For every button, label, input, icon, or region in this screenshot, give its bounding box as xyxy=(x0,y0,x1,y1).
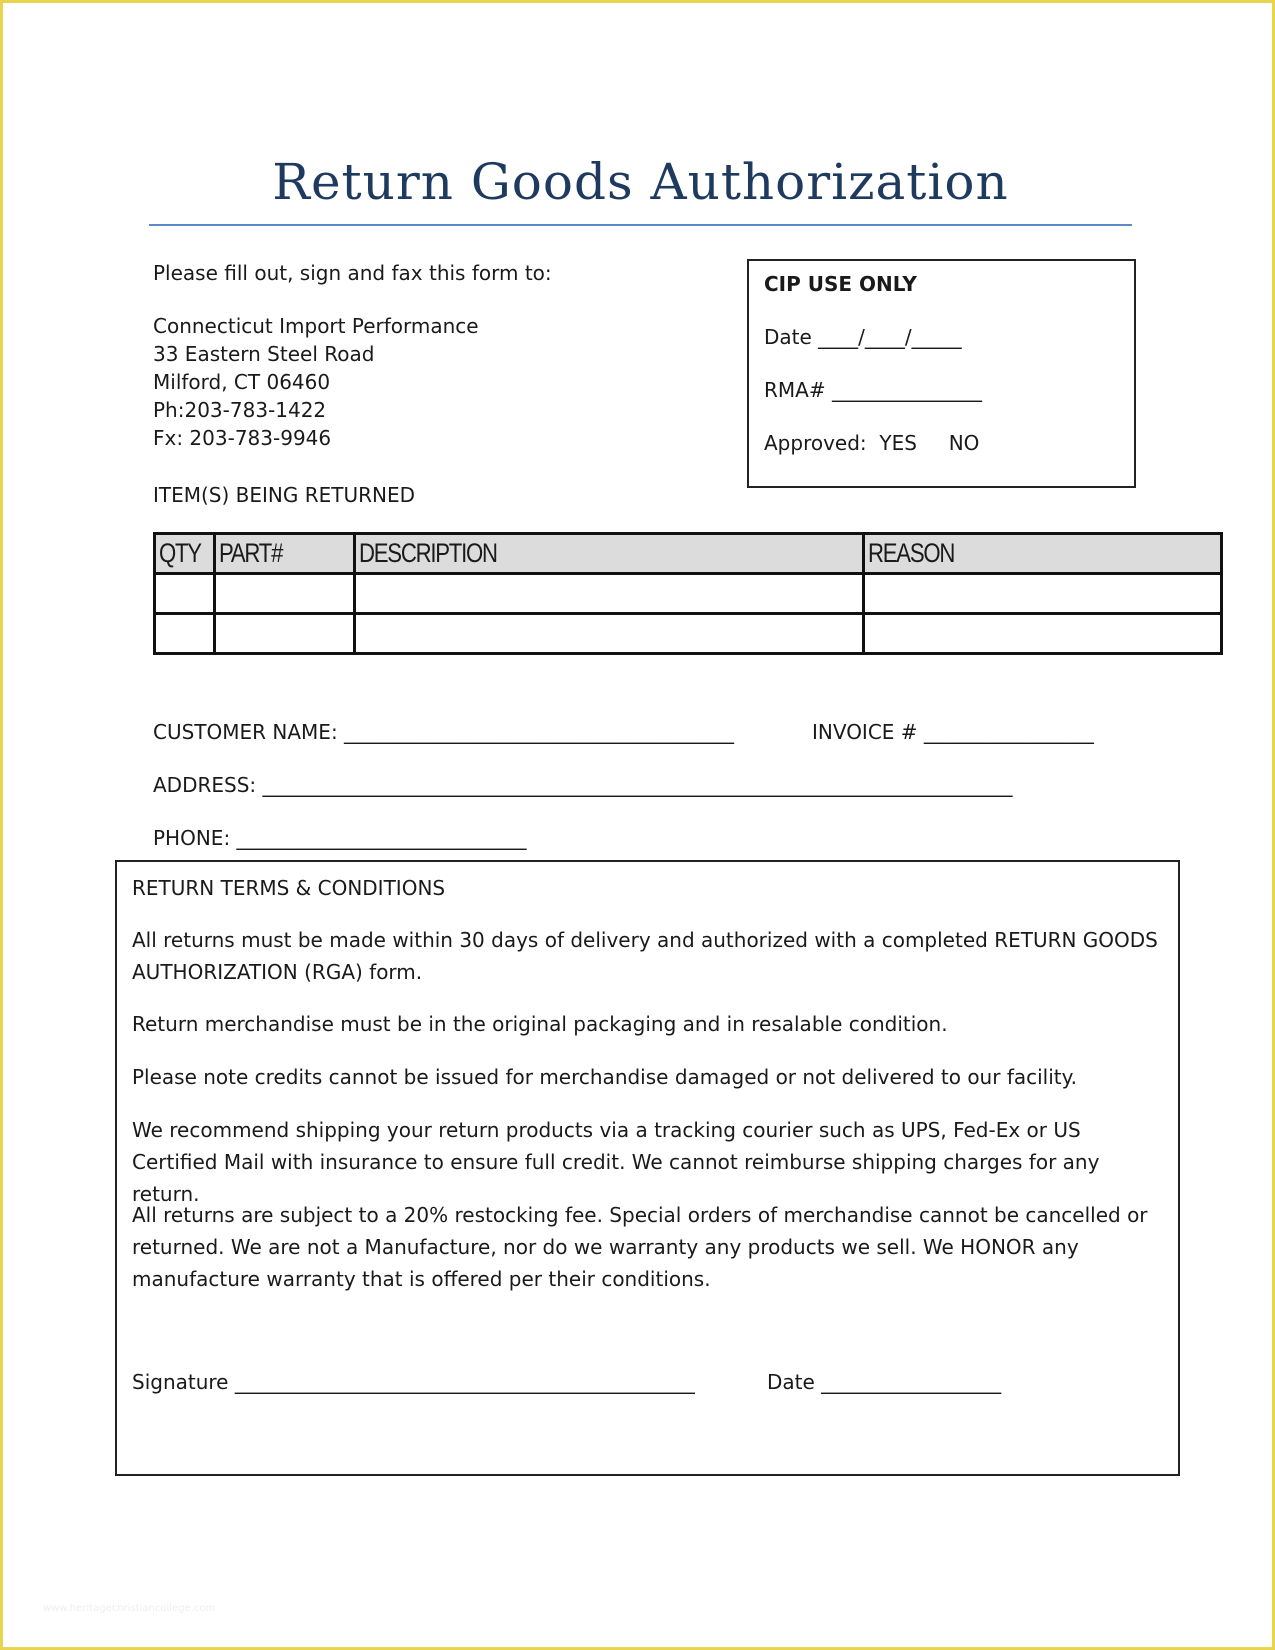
column-header-part: PART# xyxy=(215,534,355,574)
company-name: Connecticut Import Performance xyxy=(153,314,479,338)
terms-paragraph-5: All returns are subject to a 20% restocking fee. Special orders of merchandise cannot be cancelled or returned. We are not a Manufacture, nor do we warranty any products we sell. We HONOR any manufacture warranty that is offered per their conditions. xyxy=(132,1203,1148,1291)
terms-paragraph-3: Please note credits cannot be issued for merchandise damaged or not delivered to our facility. xyxy=(132,1065,1077,1089)
invoice-number-field[interactable]: INVOICE # _________________ xyxy=(812,720,1094,744)
part-cell[interactable] xyxy=(215,614,355,654)
part-cell[interactable] xyxy=(215,574,355,614)
items-table-header xyxy=(155,534,1222,574)
items-table xyxy=(153,532,1223,655)
items-heading: ITEM(S) BEING RETURNED xyxy=(153,483,416,507)
intro-text: Please fill out, sign and fax this form to: xyxy=(153,261,552,285)
terms-conditions-box xyxy=(115,860,1180,1476)
company-city: Milford, CT 06460 xyxy=(153,370,331,394)
cip-box-title: CIP USE ONLY xyxy=(764,272,917,296)
signature-field[interactable]: Signature ______________________________________________ xyxy=(132,1370,695,1394)
cip-use-only-box xyxy=(747,259,1136,488)
terms-heading: RETURN TERMS & CONDITIONS xyxy=(132,876,446,900)
column-header-reason: REASON xyxy=(864,534,1222,574)
terms-paragraph-4: We recommend shipping your return products via a tracking courier such as UPS, Fed-Ex or US Certified Mail with insurance to ensure full credit. We cannot reimburse shipping charges for any return. xyxy=(132,1118,1100,1206)
qty-cell[interactable] xyxy=(155,574,215,614)
title-divider xyxy=(149,224,1132,226)
rma-number-field[interactable]: RMA# _______________ xyxy=(764,378,982,402)
column-header-description: DESCRIPTION xyxy=(355,534,864,574)
approved-field[interactable]: Approved: YES NO xyxy=(764,431,980,455)
company-fax: Fx: 203-783-9946 xyxy=(153,426,332,450)
company-street: 33 Eastern Steel Road xyxy=(153,342,375,366)
reason-cell[interactable] xyxy=(864,614,1222,654)
signature-date-field[interactable]: Date __________________ xyxy=(767,1370,1002,1394)
terms-paragraph-1: All returns must be made within 30 days of delivery and authorized with a completed RETURN GOODS AUTHORIZATION (RGA) form. xyxy=(132,928,1158,984)
watermark-text: www.heritagechristiancollege.com xyxy=(43,1603,216,1614)
qty-cell[interactable] xyxy=(155,614,215,654)
table-row xyxy=(155,614,1222,654)
column-header-qty: QTY xyxy=(155,534,215,574)
page-title: Return Goods Authorization xyxy=(272,153,1009,211)
phone-field[interactable]: PHONE: _____________________________ xyxy=(153,826,527,850)
table-row xyxy=(155,574,1222,614)
terms-paragraph-2: Return merchandise must be in the original packaging and in resalable condition. xyxy=(132,1012,948,1036)
company-phone: Ph:203-783-1422 xyxy=(153,398,327,422)
description-cell[interactable] xyxy=(355,614,864,654)
address-field[interactable]: ADDRESS: ___________________________________________________________________________ xyxy=(153,773,1013,797)
reason-cell[interactable] xyxy=(864,574,1222,614)
cip-date-field[interactable]: Date ____/____/_____ xyxy=(764,325,962,349)
customer-name-field[interactable]: CUSTOMER NAME: _______________________________________ xyxy=(153,720,735,744)
description-cell[interactable] xyxy=(355,574,864,614)
